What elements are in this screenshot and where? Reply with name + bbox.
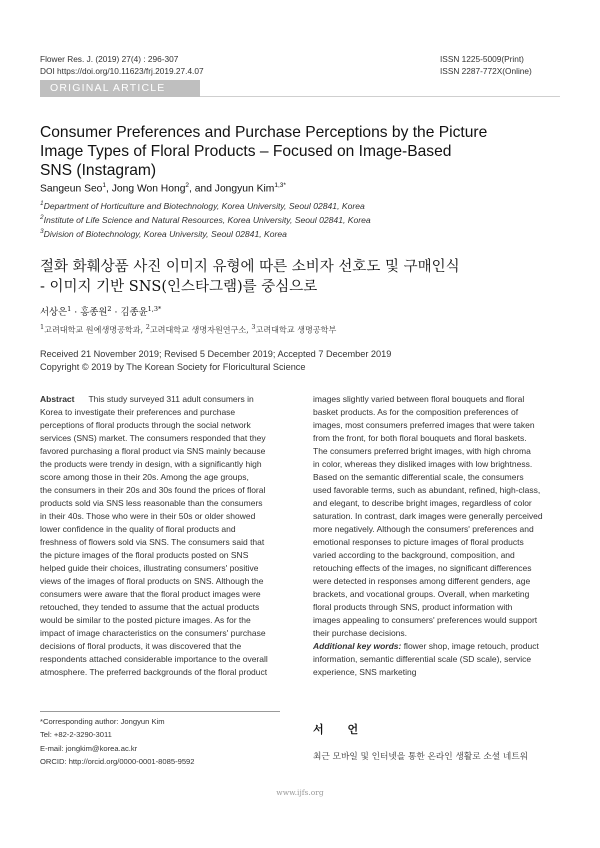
author-email[interactable]: E-mail: jongkim@korea.ac.kr	[40, 744, 138, 753]
abstract-line: brackets, and vocational groups. Overall, when marketing	[313, 589, 530, 599]
author-name: · 김종윤	[111, 307, 148, 318]
article-title	[40, 123, 565, 180]
abstract-line: floral products through SNS, product information with	[313, 602, 513, 612]
abstract-line: freshness of flowers sold via SNS. The consumers said that	[40, 537, 265, 547]
abstract-line: views of the images of floral products on SNS. Although the	[40, 576, 264, 586]
corresponding-author: *Corresponding author: Jongyun Kim	[40, 717, 165, 726]
affiliation-marker: 1	[40, 323, 45, 331]
affiliation-text: 고려대학교 생명공학부	[255, 324, 337, 335]
affiliation-marker: 1	[40, 200, 44, 207]
abstract-line: decisions of floral products, it was discovered that the	[40, 641, 242, 651]
copyright-line: Copyright © 2019 by The Korean Society for Floricultural Science	[40, 362, 306, 372]
abstract-line: in their 40s. Those who were in their 50s or older showed	[40, 511, 256, 521]
author-name: Sangeun Seo	[40, 183, 103, 195]
abstract-line: the products were trendy in design, with a significantly high	[40, 459, 262, 469]
title-line: SNS (Instagram)	[40, 162, 157, 179]
affiliation-text: 고려대학교 원예생명공학과,	[44, 324, 146, 335]
abstract-line: and elegant, to describe bright images, regardless of color	[313, 498, 532, 508]
affiliation	[40, 226, 287, 240]
abstract-line: consumers were aware that the floral product images were	[40, 589, 261, 599]
keywords-label: Additional key words:	[313, 641, 402, 651]
abstract-line: Based on the semantic differential scale, the consumers	[313, 472, 524, 482]
introduction-first-line: 최근 모바일 및 인터넷을 통한 온라인 생활로 소셜 네트워	[313, 752, 529, 762]
affiliation-marker: 3	[251, 323, 256, 331]
abstract-line: services (SNS) market. The consumers responded that they	[40, 433, 266, 443]
keywords-text: information, semantic differential scale (SD scale), service	[313, 654, 532, 664]
author-name: · 홍종원	[71, 307, 108, 318]
affiliation-text: Department of Horticulture and Biotechnology, Korea University, Seoul 02841, Korea	[43, 200, 365, 211]
affiliation	[40, 212, 371, 226]
abstract-line: perceptions of floral products through the social network	[40, 420, 251, 430]
abstract-text: This study surveyed 311 adult consumers in	[88, 394, 254, 404]
abstract-line: from the front, for both floral bouquets and floral baskets.	[313, 433, 527, 443]
abstract-left-column	[40, 393, 286, 679]
korean-title-line: - 이미지 기반 SNS(인스타그램)를 중심으로	[40, 279, 318, 295]
abstract-label: Abstract	[40, 394, 75, 404]
affiliation-marker: 1	[102, 182, 107, 189]
keywords-block	[313, 640, 560, 679]
abstract-line: varied according to the background, composition, and	[313, 550, 515, 560]
affiliation-marker: 2	[185, 182, 190, 189]
author-list	[40, 182, 286, 194]
affiliation-marker: 1	[67, 304, 72, 313]
korean-title-line: 절화 화훼상품 사진 이미지 유형에 따른 소비자 선호도 및 구매인식	[40, 259, 460, 275]
journal-citation: Flower Res. J. (2019) 27(4) : 296-307	[40, 54, 179, 64]
author-orcid[interactable]: ORCID: http://orcid.org/0000-0001-8085-9592	[40, 757, 195, 766]
abstract-line: favored purchasing a floral product via SNS mainly because	[40, 446, 266, 456]
abstract-line: were detected in responses among different genders, age	[313, 576, 531, 586]
affiliation-marker: 3	[40, 228, 44, 235]
abstract-line: score among those in their 20s. Among the age groups,	[40, 472, 249, 482]
abstract-line: lower confidence in the quality of floral products and	[40, 524, 236, 534]
abstract-line: The consumers preferred bright images, with high chroma	[313, 446, 531, 456]
received-dates: Received 21 November 2019; Revised 5 December 2019; Accepted 7 December 2019	[40, 349, 392, 359]
korean-author-list	[40, 304, 161, 318]
abstract-line: respondents attached considerable importance to the overall	[40, 654, 268, 664]
affiliation-marker: 1,3*	[274, 182, 286, 189]
abstract-line: used favorable terms, such as abundant, refined, high-class,	[313, 485, 541, 495]
abstract-line: Korea to investigate their preferences and purchase	[40, 407, 236, 417]
journal-website[interactable]: www.ijfs.org	[276, 788, 324, 797]
issn-online: ISSN 2287-772X(Online)	[440, 66, 532, 76]
affiliation	[40, 198, 365, 212]
affiliation-text: Division of Biotechnology, Korea University, Seoul 02841, Korea	[43, 228, 287, 239]
affiliation-text: Institute of Life Science and Natural Resources, Korea University, Seoul 02841, Korea	[43, 214, 371, 225]
abstract-line: impact of image characteristics on the consumers' purchase	[40, 628, 266, 638]
abstract-line: retouched, they tended to assume that the actual products	[40, 602, 260, 612]
abstract-right-column	[313, 393, 560, 640]
abstract-line: images, most consumers preferred images that were taken	[313, 420, 535, 430]
abstract-line: images slightly varied between floral bouquets and floral	[313, 394, 525, 404]
affiliation-text: 고려대학교 생명자원연구소,	[149, 324, 252, 335]
abstract-line	[40, 393, 286, 406]
abstract-line: atmosphere. The preferred backgrounds of the floral product	[40, 667, 268, 677]
abstract-line: retouching effects of the images, no significant differences	[313, 563, 532, 573]
korean-affiliations	[40, 323, 336, 336]
affiliation-marker: 2	[145, 323, 150, 331]
section-heading-introduction: 서 언	[313, 723, 369, 736]
affiliation-marker: 2	[40, 214, 44, 221]
abstract-line: the picture images of the floral products posted on SNS	[40, 550, 249, 560]
abstract-line: their purchase decisions.	[313, 628, 408, 638]
banner-divider	[200, 96, 560, 97]
abstract-line: in color, whereas they disliked images with low brightness.	[313, 459, 533, 469]
author-tel: Tel: +82-2-3290-3011	[40, 730, 112, 739]
keywords-text: experience, SNS marketing	[313, 667, 417, 677]
issn-print: ISSN 1225-5009(Print)	[440, 54, 524, 64]
abstract-line: products sold via SNS less reasonable than the consumers	[40, 498, 263, 508]
abstract-line: saturation. In contrast, dark images were generally perceived	[313, 511, 543, 521]
article-type-banner: ORIGINAL ARTICLE	[40, 80, 200, 97]
abstract-line: basket products. As for the composition preferences of	[313, 407, 519, 417]
author-name: , Jong Won Hong	[106, 183, 186, 195]
korean-title	[40, 257, 560, 297]
author-name: 서상은	[40, 307, 68, 318]
abstract-line: would be similar to the posted picture images. As for the	[40, 615, 251, 625]
abstract-line: helped guide their choices, illustrating consumers' positive	[40, 563, 259, 573]
title-line: Image Types of Floral Products – Focused on Image-Based	[40, 143, 452, 160]
affiliation-marker: 1,3*	[147, 304, 162, 313]
keywords-text: flower shop, image retouch, product	[401, 641, 539, 651]
doi-link[interactable]: DOI https://doi.org/10.11623/frj.2019.27.4.07	[40, 66, 204, 76]
author-name: , and Jongyun Kim	[189, 183, 275, 195]
abstract-line: images appealing to consumers' preferences would support	[313, 615, 538, 625]
abstract-line: the consumers in their 20s and 30s found the prices of floral	[40, 485, 266, 495]
footnote-divider	[40, 711, 280, 712]
affiliation-marker: 2	[107, 304, 112, 313]
abstract-line: more negatively. Although the consumers' preferences and	[313, 524, 534, 534]
abstract-line: emotional responses to picture images of floral products	[313, 537, 524, 547]
title-line: Consumer Preferences and Purchase Perceptions by the Picture	[40, 124, 488, 141]
